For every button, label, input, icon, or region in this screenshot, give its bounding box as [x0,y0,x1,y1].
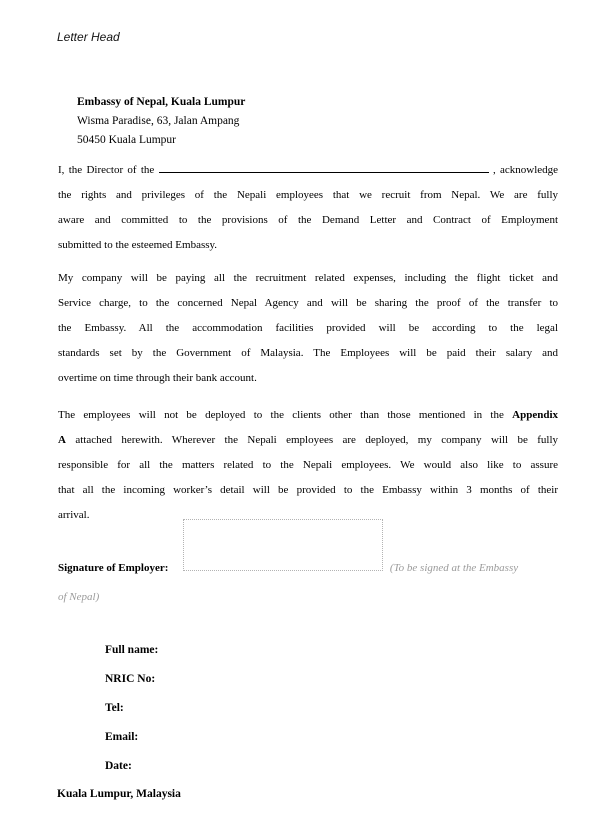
appendix-a-bold-text: A [58,434,66,446]
paragraph-expenses [58,266,558,391]
paragraph-line [58,428,558,453]
company-name-blank-underline[interactable] [159,161,489,173]
paragraph-line: that all the incoming worker’s detail will be provided to the Embassy within 3 months of their [58,484,558,496]
signature-note-line: of Nepal) [58,591,100,603]
appendix-a-bold-text: Appendix [512,409,558,421]
contact-label-date: Date: [105,760,132,772]
recipient-address-line: Wisma Paradise, 63, Jalan Ampang [77,115,240,127]
paragraph-line: arrival. [58,509,90,521]
blank-prefix-text: I, the Director of the [58,164,155,176]
paragraph-line: My company will be paying all the recruitment related expenses, including the flight ticket and [58,272,558,284]
signature-note-line: (To be signed at the Embassy [389,562,519,574]
paragraph-line: submitted to the esteemed Embassy. [58,239,218,251]
recipient-address-block [77,93,245,150]
recipient-address-line: 50450 Kuala Lumpur [77,134,177,146]
paragraph-text: attached herewith. Wherever the Nepali employees are deployed, my company will be fully [75,434,558,446]
paragraph-line: standards set by the Government of Malaysia. The Employees will be paid their salary and [58,347,558,359]
contact-label-nric: NRIC No: [105,673,156,685]
letterhead-note: Letter Head [57,30,120,44]
closing-location-line: Kuala Lumpur, Malaysia [57,788,181,800]
paragraph-line: the Embassy. All the accommodation facilities provided will be according to the legal [58,322,558,334]
paragraph-line: Service charge, to the concerned Nepal Agency and will be sharing the proof of the transfer to [58,297,558,309]
paragraph-line: responsible for all the matters related to the Nepali employees. We would also like to assure [58,459,558,471]
paragraph-deployment [58,403,558,528]
paragraph-line [58,403,558,428]
signature-section [58,519,568,604]
blank-suffix-text: , acknowledge [492,164,559,176]
paragraph-line: overtime on time through their bank account. [58,372,257,384]
paragraph-text: The employees will not be deployed to the clients other than those mentioned in the [58,409,513,421]
recipient-name: Embassy of Nepal, Kuala Lumpur [77,96,246,108]
contact-label-tel: Tel: [105,702,124,714]
employer-details-block [105,644,158,773]
paragraph-line: the rights and privileges of the Nepali employees that we recruit from Nepal. We are fully [58,189,558,201]
contact-label-email: Email: [105,731,139,743]
paragraph-line: aware and committed to the provisions of the Demand Letter and Contract of Employment [58,214,558,226]
paragraph-acknowledgement [58,158,558,258]
signature-label: Signature of Employer: [58,562,169,574]
signature-box[interactable] [183,519,383,571]
contact-label-full-name: Full name: [105,644,159,656]
signature-row [58,519,568,581]
paragraph-line [58,158,558,183]
